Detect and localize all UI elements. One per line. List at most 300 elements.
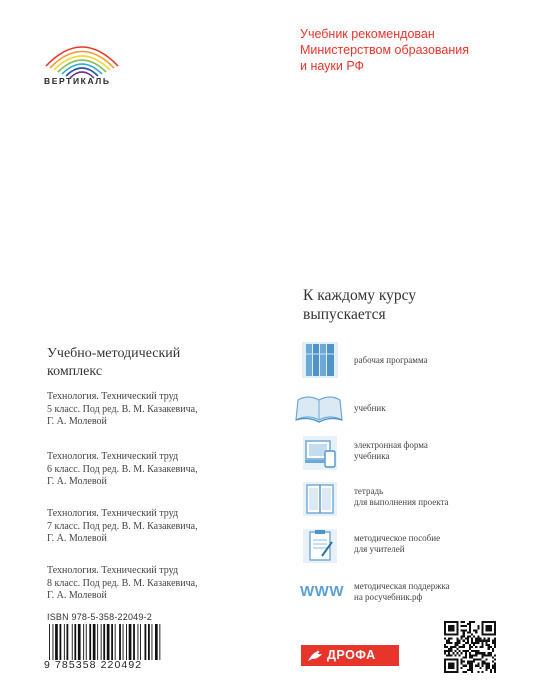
- qr-module: [494, 646, 496, 648]
- qr-module: [479, 658, 481, 660]
- qr-module: [461, 638, 463, 640]
- qr-module: [446, 640, 448, 642]
- qr-module: [488, 654, 490, 656]
- book-line: Г. А. Молевой: [47, 533, 107, 544]
- qr-module: [444, 652, 446, 654]
- course-item-label-line: для выполнения проекта: [354, 497, 449, 507]
- barcode-bar: [107, 624, 110, 660]
- complex-title: [47, 345, 287, 381]
- qr-module: [481, 640, 483, 642]
- qr-module: [494, 640, 496, 642]
- qr-module: [490, 669, 492, 671]
- publisher-logo: [301, 645, 399, 666]
- qr-code: [444, 621, 496, 673]
- course-item-manual: [300, 526, 540, 566]
- complex-title-line: комплекс: [47, 364, 103, 379]
- recommendation-line: Учебник рекомендован: [300, 27, 435, 41]
- complex-title-line: Учебно-методический: [47, 346, 181, 361]
- qr-module: [477, 627, 479, 629]
- qr-module: [469, 669, 471, 671]
- book-line: 8 класс. Под ред. В. М. Казакевича,: [47, 577, 198, 589]
- qr-module: [465, 656, 467, 658]
- book-entry-7: [47, 508, 297, 546]
- course-item-label: [354, 440, 534, 462]
- barcode-bar: [123, 624, 124, 660]
- qr-module: [469, 627, 471, 629]
- qr-module: [477, 652, 479, 654]
- qr-module: [484, 654, 486, 656]
- barcode-bar: [126, 624, 127, 660]
- qr-module: [486, 654, 488, 656]
- barcode-bar: [72, 624, 73, 660]
- course-item-label-line: методическое пособие: [354, 533, 441, 543]
- qr-module: [469, 661, 471, 663]
- qr-module: [488, 648, 490, 650]
- qr-module: [463, 625, 465, 627]
- course-item-label-line: рабочая программа: [354, 355, 428, 365]
- qr-module: [486, 640, 488, 642]
- book-line: Г. А. Молевой: [47, 476, 107, 487]
- course-item-workbook: [300, 479, 540, 519]
- qr-module: [471, 663, 473, 665]
- qr-module: [444, 638, 446, 640]
- qr-module: [490, 646, 492, 648]
- qr-module: [461, 621, 463, 623]
- qr-module: [486, 667, 488, 669]
- qr-module: [484, 661, 486, 663]
- qr-module: [463, 631, 465, 633]
- qr-module: [446, 646, 448, 648]
- qr-module: [461, 629, 463, 631]
- qr-module: [452, 646, 454, 648]
- qr-module: [484, 638, 486, 640]
- qr-module: [461, 667, 463, 669]
- barcode-bar: [140, 624, 141, 660]
- qr-module: [488, 663, 490, 665]
- qr-module: [477, 642, 479, 644]
- barcode-bar: [86, 624, 87, 660]
- qr-module: [475, 640, 477, 642]
- qr-module: [448, 652, 450, 654]
- qr-module: [494, 663, 496, 665]
- qr-module: [467, 631, 469, 633]
- qr-module: [473, 629, 475, 631]
- qr-module: [459, 650, 461, 652]
- qr-module: [469, 646, 471, 648]
- qr-module: [456, 644, 458, 646]
- qr-module: [467, 661, 469, 663]
- qr-module: [490, 671, 492, 673]
- qr-module: [444, 644, 446, 646]
- qr-module: [471, 665, 473, 667]
- qr-module: [477, 636, 479, 638]
- barcode-bar: [93, 624, 96, 660]
- qr-module: [454, 644, 456, 646]
- www-icon-text: WWW: [300, 583, 344, 600]
- qr-module: [488, 640, 490, 642]
- barcode-bar: [101, 624, 102, 660]
- qr-module: [450, 638, 452, 640]
- qr-module: [461, 661, 463, 663]
- qr-module: [475, 654, 477, 656]
- qr-module: [446, 642, 448, 644]
- qr-module: [479, 640, 481, 642]
- qr-module: [486, 658, 488, 660]
- barcode-bar: [67, 624, 69, 660]
- binders-icon: [300, 340, 340, 380]
- book-line: 5 класс. Под ред. В. М. Казакевича,: [47, 403, 198, 415]
- qr-module: [456, 652, 458, 654]
- qr-module: [465, 665, 467, 667]
- notebook-icon: [300, 479, 340, 519]
- qr-module: [463, 629, 465, 631]
- qr-module: [471, 633, 473, 635]
- qr-module: [469, 654, 471, 656]
- qr-module: [461, 646, 463, 648]
- publisher-name: ДРОФА: [327, 648, 376, 662]
- qr-module: [469, 663, 471, 665]
- qr-module: [448, 663, 454, 669]
- qr-module: [488, 638, 490, 640]
- qr-module: [461, 636, 463, 638]
- qr-module: [444, 650, 446, 652]
- isbn-digits: 9 785358 220492: [44, 659, 143, 671]
- qr-module: [488, 646, 490, 648]
- barcode-bar: [64, 624, 65, 660]
- qr-module: [448, 650, 450, 652]
- qr-module: [481, 642, 483, 644]
- qr-module: [477, 640, 479, 642]
- qr-module: [465, 654, 467, 656]
- qr-module: [448, 642, 450, 644]
- barcode-bar: [89, 624, 91, 660]
- qr-module: [477, 658, 479, 660]
- qr-module: [494, 665, 496, 667]
- course-item-label-line: учебника: [354, 451, 390, 461]
- qr-module: [477, 665, 479, 667]
- qr-module: [475, 642, 477, 644]
- barcode-bar: [119, 624, 121, 660]
- book-line: 7 класс. Под ред. В. М. Казакевича,: [47, 520, 198, 532]
- qr-module: [469, 636, 471, 638]
- qr-module: [481, 654, 483, 656]
- qr-module: [450, 646, 452, 648]
- qr-module: [481, 644, 483, 646]
- qr-module: [488, 652, 490, 654]
- qr-module: [490, 652, 492, 654]
- qr-module: [450, 648, 452, 650]
- qr-module: [469, 629, 471, 631]
- qr-module: [475, 658, 477, 660]
- qr-module: [467, 636, 469, 638]
- qr-module: [454, 642, 456, 644]
- qr-module: [459, 654, 461, 656]
- qr-module: [456, 640, 458, 642]
- course-item-label: [354, 486, 534, 508]
- barcode-bar: [115, 624, 116, 660]
- barcode-bar: [60, 624, 62, 660]
- qr-module: [469, 656, 471, 658]
- course-item-label: [354, 403, 534, 414]
- qr-module: [486, 642, 488, 644]
- qr-module: [486, 669, 488, 671]
- barcode-bar: [83, 624, 84, 660]
- book-entry-8: [47, 565, 297, 603]
- qr-module: [494, 642, 496, 644]
- qr-module: [471, 650, 473, 652]
- barcode-bar: [111, 624, 113, 660]
- qr-module: [477, 625, 479, 627]
- qr-module: [463, 665, 465, 667]
- qr-module: [465, 629, 467, 631]
- barcode-bar: [129, 624, 132, 660]
- barcode-bar: [49, 624, 50, 660]
- barcode-bar: [103, 624, 105, 660]
- qr-module: [471, 646, 473, 648]
- qr-module: [467, 663, 469, 665]
- qr-module: [492, 656, 494, 658]
- qr-module: [473, 636, 475, 638]
- qr-module: [461, 658, 463, 660]
- qr-module: [471, 638, 473, 640]
- qr-module: [492, 640, 494, 642]
- qr-module: [444, 646, 446, 648]
- qr-module: [450, 642, 452, 644]
- qr-module: [469, 631, 471, 633]
- barcode-bar: [74, 624, 76, 660]
- qr-module: [494, 669, 496, 671]
- qr-module: [471, 661, 473, 663]
- qr-module: [492, 642, 494, 644]
- book-line: Технология. Технический труд: [47, 565, 179, 576]
- book-entry-6: [47, 451, 297, 489]
- qr-module: [456, 638, 458, 640]
- qr-module: [469, 625, 471, 627]
- qr-module: [463, 671, 465, 673]
- course-heading-line: выпускается: [303, 306, 386, 323]
- qr-module: [486, 665, 488, 667]
- qr-module: [471, 640, 473, 642]
- qr-module: [475, 652, 477, 654]
- barcode-bar: [53, 624, 54, 660]
- qr-module: [481, 663, 483, 665]
- course-item-label-line: на росучебник.рф: [354, 592, 423, 602]
- qr-module: [486, 625, 492, 631]
- qr-module: [459, 642, 461, 644]
- qr-module: [446, 654, 448, 656]
- qr-module: [492, 648, 494, 650]
- bird-icon: [306, 647, 324, 664]
- qr-module: [469, 623, 471, 625]
- qr-module: [475, 650, 477, 652]
- qr-module: [475, 638, 477, 640]
- qr-module: [469, 621, 471, 623]
- qr-module: [469, 648, 471, 650]
- qr-module: [481, 671, 483, 673]
- qr-module: [471, 667, 473, 669]
- barcode-bar: [159, 624, 160, 660]
- course-item-label-line: учебник: [354, 403, 386, 413]
- devices-icon: [300, 433, 340, 473]
- barcode-bar: [145, 624, 147, 660]
- course-item-eform: [300, 433, 540, 473]
- qr-module: [484, 663, 486, 665]
- course-item-label-line: методическая поддержка: [354, 581, 450, 591]
- book-line: Г. А. Молевой: [47, 416, 107, 427]
- qr-module: [473, 642, 475, 644]
- qr-module: [490, 654, 492, 656]
- qr-module: [475, 665, 477, 667]
- qr-module: [448, 640, 450, 642]
- qr-module: [471, 654, 473, 656]
- qr-module: [488, 644, 490, 646]
- qr-module: [446, 650, 448, 652]
- qr-module: [479, 652, 481, 654]
- qr-module: [467, 650, 469, 652]
- qr-module: [475, 631, 477, 633]
- barcode-bar: [138, 624, 139, 660]
- qr-module: [463, 646, 465, 648]
- qr-module: [488, 667, 490, 669]
- qr-module: [471, 621, 473, 623]
- qr-module: [465, 671, 467, 673]
- qr-module: [467, 623, 469, 625]
- qr-module: [488, 665, 490, 667]
- qr-module: [492, 665, 494, 667]
- qr-module: [492, 650, 494, 652]
- qr-module: [461, 625, 463, 627]
- book-line: 6 класс. Под ред. В. М. Казакевича,: [47, 463, 198, 475]
- course-item-label-line: электронная форма: [354, 440, 428, 450]
- course-heading: [303, 286, 523, 324]
- isbn-label: ISBN 978-5-358-22049-2: [47, 612, 152, 622]
- qr-module: [448, 654, 450, 656]
- qr-module: [454, 650, 456, 652]
- qr-module: [452, 652, 454, 654]
- qr-module: [465, 638, 467, 640]
- qr-module: [463, 661, 465, 663]
- qr-module: [494, 644, 496, 646]
- qr-module: [494, 654, 496, 656]
- qr-module: [486, 663, 488, 665]
- qr-module: [463, 656, 465, 658]
- qr-module: [473, 621, 475, 623]
- book-line: Технология. Технический труд: [47, 508, 179, 519]
- qr-module: [465, 625, 467, 627]
- clipboard-icon: [300, 526, 340, 566]
- qr-module: [463, 644, 465, 646]
- qr-module: [477, 650, 479, 652]
- qr-module: [473, 658, 475, 660]
- qr-module: [471, 656, 473, 658]
- course-item-label: [354, 581, 534, 603]
- barcode-bar: [78, 624, 81, 660]
- qr-module: [481, 646, 483, 648]
- qr-module: [448, 638, 450, 640]
- course-item-support: [300, 572, 540, 612]
- qr-module: [461, 652, 463, 654]
- qr-module: [494, 638, 496, 640]
- book-line: Г. А. Молевой: [47, 590, 107, 601]
- qr-module: [479, 638, 481, 640]
- qr-module: [459, 646, 461, 648]
- qr-module: [481, 656, 483, 658]
- qr-module: [484, 652, 486, 654]
- qr-module: [465, 652, 467, 654]
- recommendation-note: [300, 26, 530, 74]
- qr-module: [465, 650, 467, 652]
- course-item-program: [300, 340, 540, 380]
- qr-module: [477, 663, 479, 665]
- qr-module: [456, 648, 458, 650]
- qr-module: [463, 640, 465, 642]
- logo-text: ВЕРТИКАЛЬ: [44, 76, 111, 86]
- qr-module: [471, 642, 473, 644]
- recommendation-line: и науки РФ: [300, 59, 365, 73]
- course-heading-line: К каждому курсу: [303, 287, 417, 304]
- www-icon: [300, 572, 344, 612]
- qr-module: [475, 629, 477, 631]
- book-line: Технология. Технический труд: [47, 451, 179, 462]
- qr-module: [473, 661, 475, 663]
- qr-module: [494, 658, 496, 660]
- qr-module: [492, 661, 494, 663]
- barcode-bar: [155, 624, 158, 660]
- qr-module: [467, 640, 469, 642]
- qr-module: [492, 667, 494, 669]
- qr-module: [465, 642, 467, 644]
- course-item-label-line: тетрадь: [354, 486, 384, 496]
- barcode: [47, 624, 197, 660]
- barcode-bar: [97, 624, 98, 660]
- qr-module: [473, 650, 475, 652]
- qr-module: [456, 642, 458, 644]
- qr-module: [463, 633, 465, 635]
- qr-module: [481, 665, 483, 667]
- qr-module: [484, 640, 486, 642]
- barcode-bar: [133, 624, 135, 660]
- qr-module: [448, 625, 454, 631]
- qr-module: [463, 621, 465, 623]
- barcode-bar: [152, 624, 153, 660]
- qr-module: [454, 654, 456, 656]
- qr-module: [448, 648, 450, 650]
- qr-module: [471, 671, 473, 673]
- qr-module: [471, 669, 473, 671]
- qr-module: [477, 671, 479, 673]
- barcode-bar: [148, 624, 150, 660]
- qr-module: [475, 646, 477, 648]
- book-entry-5: [47, 391, 297, 429]
- qr-module: [450, 650, 452, 652]
- book-line: Технология. Технический труд: [47, 391, 179, 402]
- qr-module: [459, 640, 461, 642]
- qr-module: [469, 652, 471, 654]
- qr-module: [454, 646, 456, 648]
- course-item-label: [354, 355, 534, 366]
- qr-module: [481, 652, 483, 654]
- qr-module: [469, 644, 471, 646]
- qr-module: [463, 650, 465, 652]
- qr-module: [461, 663, 463, 665]
- qr-module: [494, 667, 496, 669]
- qr-module: [473, 644, 475, 646]
- qr-module: [467, 669, 469, 671]
- qr-module: [479, 667, 481, 669]
- course-item-textbook: [300, 388, 540, 428]
- qr-module: [479, 646, 481, 648]
- open-book-icon: [294, 388, 344, 428]
